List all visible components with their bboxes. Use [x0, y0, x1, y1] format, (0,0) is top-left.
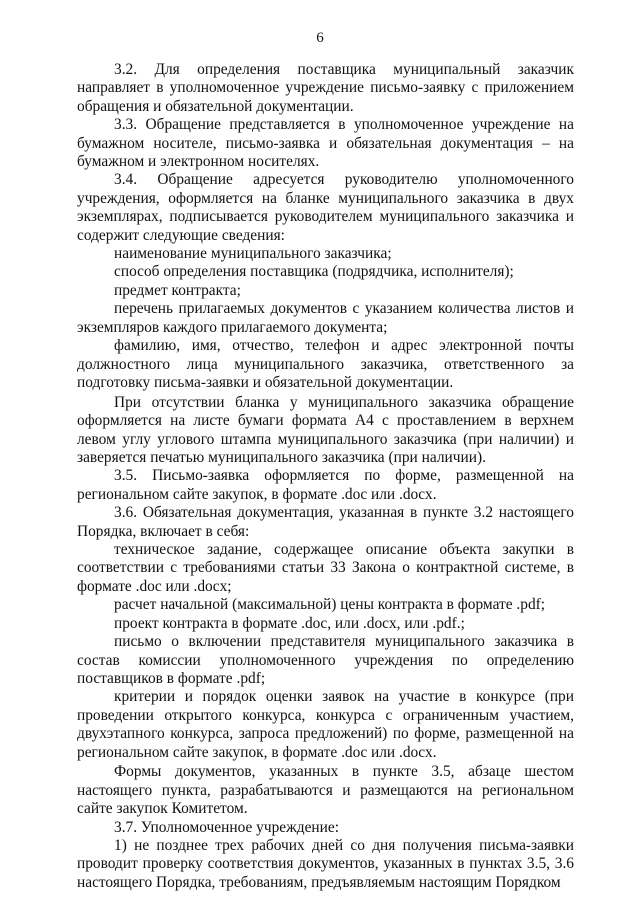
paragraph-3-6: 3.6. Обязательная документация, указанная в пункте 3.2 настоящего Порядка, включает в себя: [77, 504, 574, 540]
paragraph-no-letterhead: При отсутствии бланка у муниципального заказчика обращение оформляется на листе бумаги формата А4 с проставлением в верхнем левом углу углового штампа муниципального заказчика (при наличии) и заверяется печатью муниципального заказчика (при наличии). [77, 393, 574, 467]
list-item: техническое задание, содержащее описание объекта закупки в соответствии с требованиями статьи 33 Закона о контрактной системе, в формате .doc или .docx; [77, 541, 574, 595]
list-item: письмо о включении представителя муниципального заказчика в состав комиссии уполномоченного учреждения по определению поставщиков в формате .pdf; [77, 633, 574, 687]
list-item: расчет начальной (максимальной) цены контракта в формате .pdf; [114, 596, 546, 614]
list-item: способ определения поставщика (подрядчика, исполнителя); [114, 263, 514, 281]
paragraph-3-7: 3.7. Уполномоченное учреждение: [114, 818, 340, 836]
list-item: 1) не позднее трех рабочих дней со дня получения письма-заявки проводит проверку соответствия документов, указанных в пунктах 3.5, 3.6 настоящего Порядка, требованиям, предъявляемым настоящим Порядком [77, 837, 574, 891]
list-item: наименование муниципального заказчика; [114, 245, 392, 263]
paragraph-forms: Формы документов, указанных в пункте 3.5, абзаце шестом настоящего пункта, разрабатываются и размещаются на региональном сайте закупок Комитетом. [77, 763, 574, 818]
paragraph-3-3: 3.3. Обращение представляется в уполномоченное учреждение на бумажном носителе, письмо-заявка и обязательная документация – на бумажном и электронном носителях. [77, 116, 574, 171]
paragraph-3-2: 3.2. Для определения поставщика муниципальный заказчик направляет в уполномоченное учреждение письмо-заявку с приложением обращения и обязательной документации. [77, 61, 574, 115]
paragraph-3-5: 3.5. Письмо-заявка оформляется по форме, размещенной на региональном сайте закупок, в формате .doc или .docx. [77, 467, 574, 503]
document-body [77, 61, 574, 892]
list-item: фамилию, имя, отчество, телефон и адрес электронной почты должностного лица муниципального заказчика, ответственного за подготовку письма-заявки и обязательной документации. [77, 337, 574, 391]
page-number: 6 [316, 30, 324, 46]
list-item: перечень прилагаемых документов с указанием количества листов и экземпляров каждого прилагаемого документа; [77, 300, 574, 336]
list-item: предмет контракта; [114, 281, 241, 299]
list-item: критерии и порядок оценки заявок на участие в конкурсе (при проведении открытого конкурса, конкурса с ограниченным участием, двухэтапного конкурса, запроса предложений) по форме, размещенной на региональном сайте закупок, в формате .doc или .docx. [77, 688, 574, 761]
list-item: проект контракта в формате .doc, или .docx, или .pdf.; [114, 614, 465, 632]
paragraph-3-4: 3.4. Обращение адресуется руководителю уполномоченного учреждения, оформляется на бланке муниципального заказчика в двух экземплярах, подписывается руководителем муниципального заказчика и содержит следующие сведения: [77, 171, 574, 244]
